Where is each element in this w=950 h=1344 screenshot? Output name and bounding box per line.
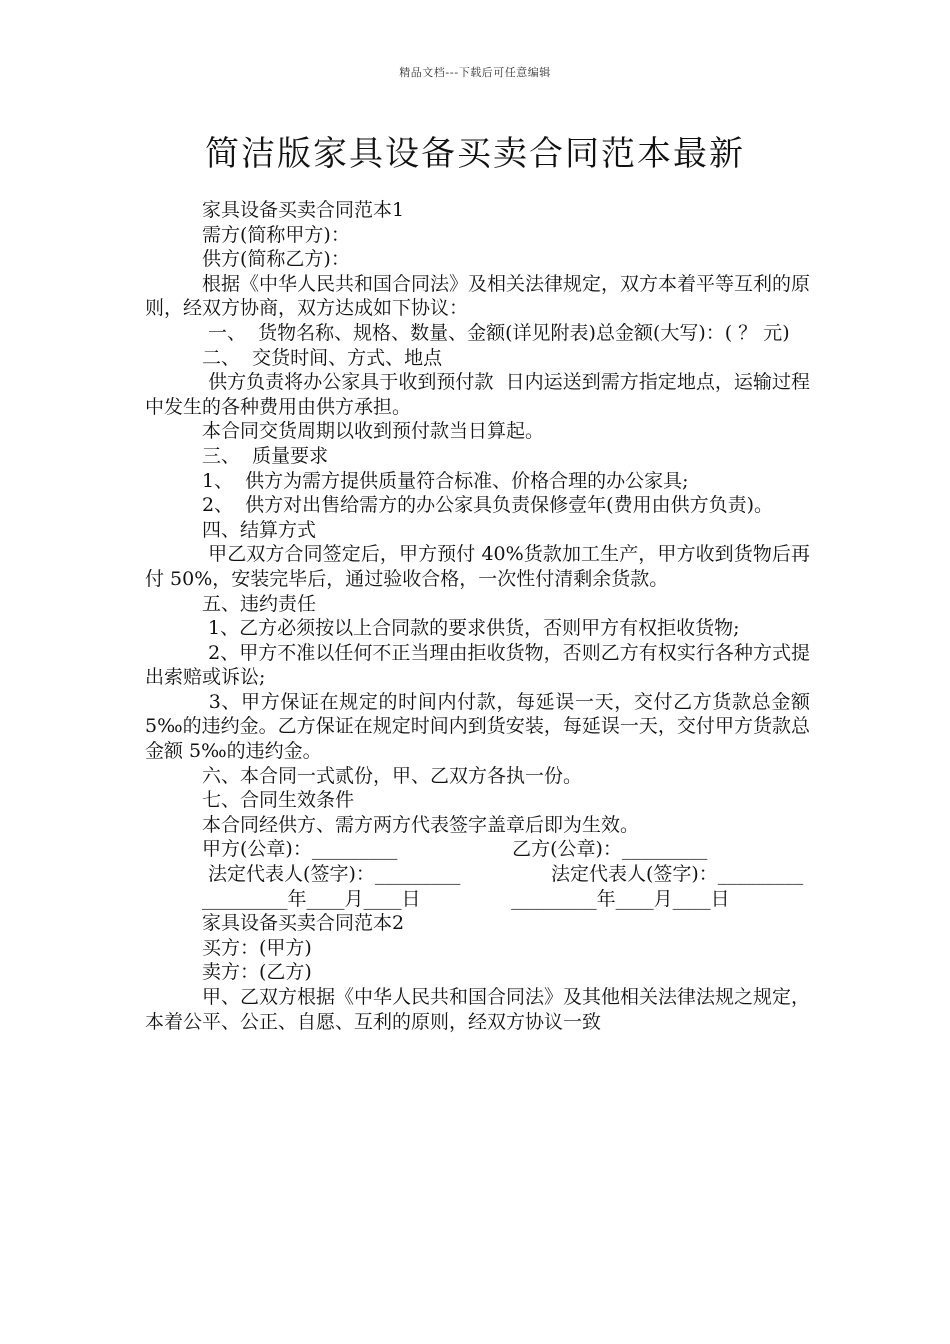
date-line: _________年____月____日 _________年____月____日 <box>202 887 730 910</box>
page-header: 精品文档---下载后可任意编辑 <box>399 66 551 79</box>
signature-line: 甲方(公章)：_________ 乙方(公章)：_________ <box>202 838 708 861</box>
clause-heading: 三、 质量要求 <box>202 444 329 467</box>
party-line: 卖方：(乙方) <box>202 961 312 984</box>
paragraph: 本合同交货周期以收到预付款当日算起。 <box>202 420 545 443</box>
signature-line: 法定代表人(签字)：_________ 法定代表人(签字)：_________ <box>202 863 804 886</box>
paragraph: 3、甲方保证在规定的时间内付款，每延误一天，交付乙方货款总金额 5‰的违约金。乙方保证在规定时间内到货安装，每延误一天，交付甲方货款总金额 5‰的违约金。 <box>145 690 817 763</box>
document-body <box>145 198 817 1034</box>
paragraph: 本合同经供方、需方两方代表签字盖章后即为生效。 <box>202 813 640 836</box>
clause-heading: 七、合同生效条件 <box>202 789 355 812</box>
paragraph: 根据《中华人民共和国合同法》及相关法律规定，双方本着平等互利的原则，经双方协商，双方达成如下协议： <box>145 272 811 320</box>
section-heading: 家具设备买卖合同范本1 <box>202 199 405 221</box>
paragraph: 甲乙双方合同签定后，甲方预付 40%货款加工生产，甲方收到货物后再付 50%，安装完毕后，通过验收合格，一次性付清剩余货款。 <box>145 543 810 590</box>
paragraph: 1、乙方必须按以上合同款的要求供货，否则甲方有权拒收货物; <box>202 617 740 640</box>
paragraph: 甲、乙双方根据《中华人民共和国合同法》及其他相关法律法规之规定，本着公平、公正、自愿、互利的原则，经双方协议一致 <box>145 986 811 1033</box>
clause-heading: 一、 货物名称、规格、数量、金额(详见附表)总金额(大写)：( ？ 元) <box>202 321 790 344</box>
paragraph: 六、本合同一式贰份，甲、乙双方各执一份。 <box>202 764 583 787</box>
clause-heading: 四、结算方式 <box>202 518 317 541</box>
paragraph: 供方负责将办公家具于收到预付款 日内运送到需方指定地点，运输过程中发生的各种费用由供方承担。 <box>145 371 810 418</box>
document-title: 简洁版家具设备买卖合同范本最新 <box>205 134 745 174</box>
paragraph: 2、 供方对出售给需方的办公家具负责保修壹年(费用由供方负责)。 <box>202 494 773 517</box>
paragraph: 1、 供方为需方提供质量符合标准、价格合理的办公家具; <box>202 469 689 492</box>
party-line: 供方(简称乙方)： <box>202 248 350 271</box>
section-heading: 家具设备买卖合同范本2 <box>202 912 405 935</box>
paragraph: 2、甲方不准以任何不正当理由拒收货物，否则乙方有权实行各种方式提出索赔或诉讼; <box>145 641 811 689</box>
clause-heading: 二、 交货时间、方式、地点 <box>202 346 443 369</box>
clause-heading: 五、违约责任 <box>202 592 317 615</box>
party-line: 需方(简称甲方)： <box>202 223 350 246</box>
party-line: 买方：(甲方) <box>202 936 312 959</box>
